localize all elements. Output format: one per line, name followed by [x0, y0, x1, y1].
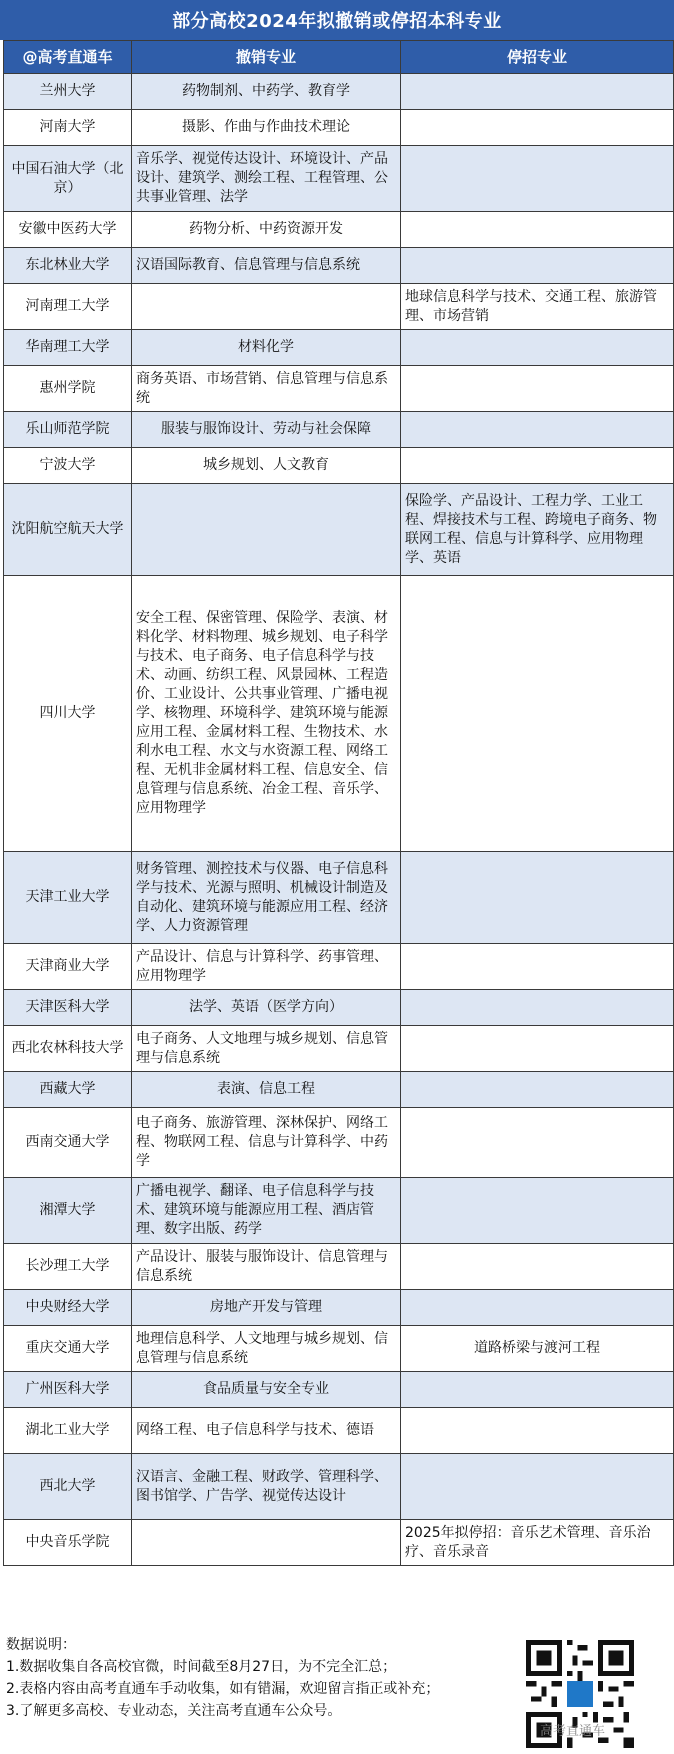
- suspend-cell: [401, 412, 674, 448]
- table-row: [4, 990, 674, 1026]
- university-cell: 四川大学: [4, 576, 132, 852]
- table-row: [4, 1454, 674, 1520]
- table-row: [4, 110, 674, 146]
- table-row: [4, 1178, 674, 1244]
- suspend-cell: [401, 1108, 674, 1178]
- revoke-cell: 药物分析、中药资源开发: [132, 212, 401, 248]
- suspend-cell: 道路桥梁与渡河工程: [401, 1326, 674, 1372]
- majors-table: [3, 40, 674, 1566]
- suspend-cell: [401, 330, 674, 366]
- table-row: [4, 366, 674, 412]
- suspend-cell: [401, 212, 674, 248]
- table-row: [4, 1520, 674, 1566]
- revoke-cell: 网络工程、电子信息科学与技术、德语: [132, 1408, 401, 1454]
- table-row: [4, 944, 674, 990]
- revoke-cell: 表演、信息工程: [132, 1072, 401, 1108]
- suspend-cell: [401, 576, 674, 852]
- page-title: 部分高校2024年拟撤销或停招本科专业: [0, 0, 674, 40]
- table-row: [4, 74, 674, 110]
- university-cell: 中国石油大学（北京）: [4, 146, 132, 212]
- table-row: [4, 1026, 674, 1072]
- header-suspend: 停招专业: [401, 41, 674, 74]
- data-notes: [6, 1634, 506, 1722]
- university-cell: 重庆交通大学: [4, 1326, 132, 1372]
- revoke-cell: 广播电视学、翻译、电子信息科学与技术、建筑环境与能源应用工程、酒店管理、数字出版、药学: [132, 1178, 401, 1244]
- revoke-cell: 食品质量与安全专业: [132, 1372, 401, 1408]
- suspend-cell: [401, 366, 674, 412]
- table-row: [4, 212, 674, 248]
- table-row: [4, 852, 674, 944]
- university-cell: 中央音乐学院: [4, 1520, 132, 1566]
- university-cell: 湘潭大学: [4, 1178, 132, 1244]
- university-cell: 中央财经大学: [4, 1290, 132, 1326]
- university-cell: 广州医科大学: [4, 1372, 132, 1408]
- table-row: [4, 576, 674, 852]
- university-cell: 兰州大学: [4, 74, 132, 110]
- university-cell: 长沙理工大学: [4, 1244, 132, 1290]
- university-cell: 天津医科大学: [4, 990, 132, 1026]
- university-cell: 西北农林科技大学: [4, 1026, 132, 1072]
- university-cell: 河南大学: [4, 110, 132, 146]
- table-row: [4, 284, 674, 330]
- suspend-cell: [401, 1454, 674, 1520]
- suspend-cell: [401, 1408, 674, 1454]
- revoke-cell: 法学、英语（医学方向）: [132, 990, 401, 1026]
- table-row: [4, 1290, 674, 1326]
- revoke-cell: 电子商务、旅游管理、深林保护、网络工程、物联网工程、信息与计算科学、中药学: [132, 1108, 401, 1178]
- university-cell: 华南理工大学: [4, 330, 132, 366]
- table-row: [4, 1372, 674, 1408]
- table-row: [4, 146, 674, 212]
- table-row: [4, 1072, 674, 1108]
- table-row: [4, 1408, 674, 1454]
- university-cell: 宁波大学: [4, 448, 132, 484]
- university-cell: 天津工业大学: [4, 852, 132, 944]
- university-cell: 河南理工大学: [4, 284, 132, 330]
- header-revoke: 撤销专业: [132, 41, 401, 74]
- suspend-cell: [401, 74, 674, 110]
- revoke-cell: 材料化学: [132, 330, 401, 366]
- university-cell: 湖北工业大学: [4, 1408, 132, 1454]
- revoke-cell: 房地产开发与管理: [132, 1290, 401, 1326]
- revoke-cell: 安全工程、保密管理、保险学、表演、材料化学、材料物理、城乡规划、电子科学与技术、电子商务、电子信息科学与技术、动画、纺织工程、风景园林、工程造价、工业设计、公共事业管理、广播电视学、核物理、环境科学、建筑环境与能源应用工程、金属材料工程、生物技术、水利水电工程、水文与水资源工程、网络工程、无机非金属材料工程、信息安全、信息管理与信息系统、冶金工程、音乐学、应用物理学: [132, 576, 401, 852]
- revoke-cell: 商务英语、市场营销、信息管理与信息系统: [132, 366, 401, 412]
- revoke-cell: 电子商务、人文地理与城乡规划、信息管理与信息系统: [132, 1026, 401, 1072]
- suspend-cell: [401, 1178, 674, 1244]
- revoke-cell: 产品设计、信息与计算科学、药事管理、应用物理学: [132, 944, 401, 990]
- revoke-cell: 地理信息科学、人文地理与城乡规划、信息管理与信息系统: [132, 1326, 401, 1372]
- university-cell: 西北大学: [4, 1454, 132, 1520]
- suspend-cell: [401, 248, 674, 284]
- revoke-cell: 药物制剂、中药学、教育学: [132, 74, 401, 110]
- university-cell: 沈阳航空航天大学: [4, 484, 132, 576]
- header-university: @高考直通车: [4, 41, 132, 74]
- suspend-cell: [401, 448, 674, 484]
- suspend-cell: [401, 990, 674, 1026]
- suspend-cell: [401, 1244, 674, 1290]
- suspend-cell: [401, 1026, 674, 1072]
- revoke-cell: 财务管理、测控技术与仪器、电子信息科学与技术、光源与照明、机械设计制造及自动化、建筑环境与能源应用工程、经济学、人力资源管理: [132, 852, 401, 944]
- suspend-cell: 2025年拟停招：音乐艺术管理、音乐治疗、音乐录音: [401, 1520, 674, 1566]
- university-cell: 乐山师范学院: [4, 412, 132, 448]
- notes-heading: 数据说明：: [6, 1637, 76, 1653]
- university-cell: 西藏大学: [4, 1072, 132, 1108]
- revoke-cell: [132, 1520, 401, 1566]
- table-row: [4, 330, 674, 366]
- university-cell: 天津商业大学: [4, 944, 132, 990]
- suspend-cell: [401, 852, 674, 944]
- revoke-cell: 汉语言、金融工程、财政学、管理科学、图书馆学、广告学、视觉传达设计: [132, 1454, 401, 1520]
- revoke-cell: 汉语国际教育、信息管理与信息系统: [132, 248, 401, 284]
- suspend-cell: 地球信息科学与技术、交通工程、旅游管理、市场营销: [401, 284, 674, 330]
- table-row: [4, 448, 674, 484]
- suspend-cell: 保险学、产品设计、工程力学、工业工程、焊接技术与工程、跨境电子商务、物联网工程、信息与计算科学、应用物理学、英语: [401, 484, 674, 576]
- university-cell: 惠州学院: [4, 366, 132, 412]
- table-row: [4, 248, 674, 284]
- note-item: 2.表格内容由高考直通车手动收集，如有错漏，欢迎留言指正或补充；: [6, 1681, 440, 1697]
- table-row: [4, 412, 674, 448]
- suspend-cell: [401, 1372, 674, 1408]
- university-cell: 西南交通大学: [4, 1108, 132, 1178]
- university-cell: 东北林业大学: [4, 248, 132, 284]
- qr-caption: 高考直通车: [540, 1724, 606, 1739]
- suspend-cell: [401, 110, 674, 146]
- table-row: [4, 484, 674, 576]
- revoke-cell: 城乡规划、人文教育: [132, 448, 401, 484]
- table-row: [4, 1108, 674, 1178]
- revoke-cell: [132, 284, 401, 330]
- revoke-cell: 音乐学、视觉传达设计、环境设计、产品设计、建筑学、测绘工程、工程管理、公共事业管理、法学: [132, 146, 401, 212]
- suspend-cell: [401, 1290, 674, 1326]
- revoke-cell: 服装与服饰设计、劳动与社会保障: [132, 412, 401, 448]
- revoke-cell: 摄影、作曲与作曲技术理论: [132, 110, 401, 146]
- university-cell: 安徽中医药大学: [4, 212, 132, 248]
- table-row: [4, 1326, 674, 1372]
- suspend-cell: [401, 146, 674, 212]
- table-row: [4, 1244, 674, 1290]
- revoke-cell: 产品设计、服装与服饰设计、信息管理与信息系统: [132, 1244, 401, 1290]
- note-item: 3.了解更多高校、专业动态，关注高考直通车公众号。: [6, 1703, 342, 1719]
- note-item: 1.数据收集自各高校官微，时间截至8月27日，为不完全汇总；: [6, 1659, 397, 1675]
- revoke-cell: [132, 484, 401, 576]
- suspend-cell: [401, 1072, 674, 1108]
- suspend-cell: [401, 944, 674, 990]
